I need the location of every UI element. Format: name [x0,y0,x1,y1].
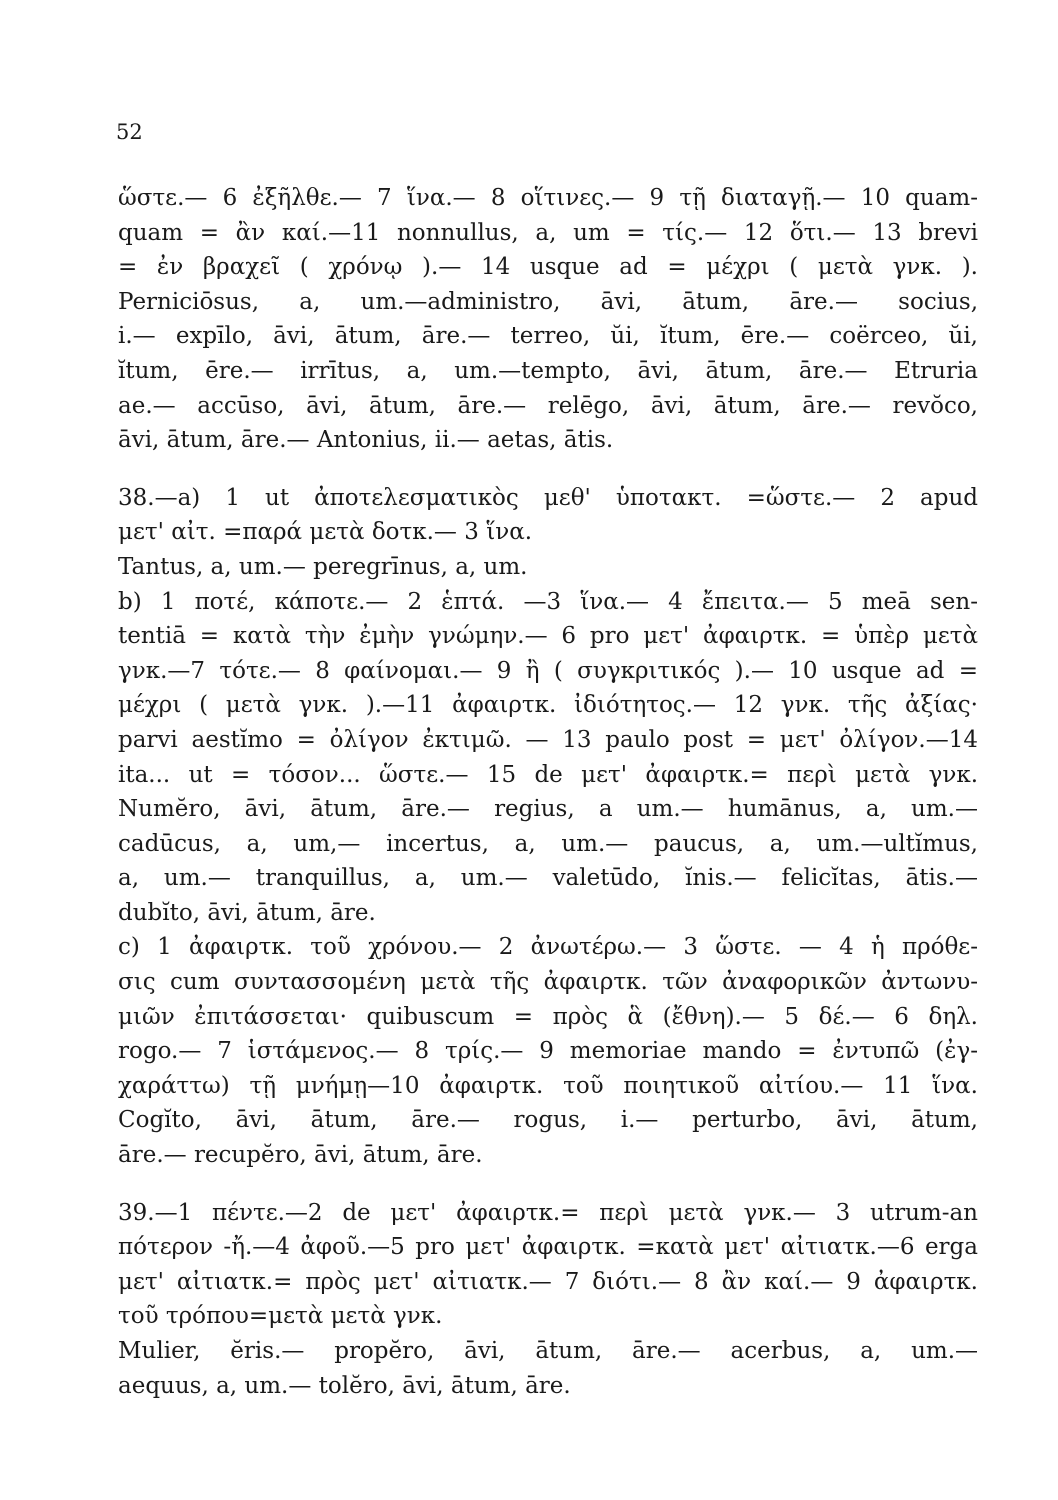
text-line: χαράττω) τῇ μνήμῃ—10 ἀφαιρτκ. τοῦ ποιητικοῦ αἰτίου.— 11 ἵνα. [118,1072,978,1099]
text-line: rogo.— 7 ἱστάμενος.— 8 τρίς.— 9 memoriae mando = ἐντυπῶ (ἐγ- [118,1038,978,1065]
text-line: i.— expīlo, āvi, ātum, āre.— terreo, ŭi, ĭtum, ēre.— coërceo, ŭi, [118,323,978,350]
text-line: μέχρι ( μετὰ γνκ. ).—11 ἀφαιρτκ. ἰδιότητος.— 12 γνκ. τῆς ἀξίας· [118,692,978,719]
text-line: ĭtum, ēre.— irrītus, a, um.—tempto, āvi, ātum, āre.— Etruria [118,357,978,384]
text-line: ae.— accūso, āvi, ātum, āre.— relēgo, āvi, ātum, āre.— revŏco, [118,392,978,419]
text-line: cadūcus, a, um,— incertus, a, um.— paucus, a, um.—ultĭmus, [118,830,978,857]
text-line: a, um.— tranquillus, a, um.— valetūdo, ĭnis.— felicĭtas, ātis.— [118,865,978,892]
text-line: aequus, a, um.— tolĕro, āvi, ātum, āre. [118,1372,571,1399]
text-line: μετ' αἰτιατκ.= πρὸς μετ' αἰτιατκ.— 7 διότι.— 8 ἂν καί.— 9 ἀφαιρτκ. [118,1268,978,1295]
text-line: = ἐν βραχεῖ ( χρόνῳ ).— 14 usque ad = μέχρι ( μετὰ γνκ. ). [118,254,978,281]
text-line: Cogĭto, āvi, ātum, āre.— rogus, i.— perturbo, āvi, ātum, [118,1107,978,1134]
text-line: tentiā = κατὰ τὴν ἐμὴν γνώμην.— 6 pro μετ' ἀφαιρτκ. = ὑπὲρ μετὰ [118,623,978,650]
page-number: 52 [116,120,143,144]
text-line: quam = ἂν καί.—11 nonnullus, a, um = τίς.— 12 ὅτι.— 13 brevi [118,219,978,246]
section-39-heading-line: 39.—1 πέντε.—2 de μετ' ἀφαιρτκ.= περὶ μετὰ γνκ.— 3 utrum-an [118,1199,978,1226]
page-body [118,181,978,1403]
text-line: c) 1 ἀφαιρτκ. τοῦ χρόνου.— 2 ἀνωτέρω.— 3 ὥστε. — 4 ἡ πρόθε- [118,934,978,961]
section-38-heading-line: 38.—a) 1 ut ἀποτελεσματικὸς μεθ' ὑποτακτ. =ὥστε.— 2 apud [118,484,978,511]
text-line: τοῦ τρόπου=μετὰ μετὰ γνκ. [118,1303,443,1330]
text-line: γνκ.—7 τότε.— 8 φαίνομαι.— 9 ἢ ( συγκριτικός ).— 10 usque ad = [118,657,978,684]
text-line: b) 1 ποτέ, κάποτε.— 2 ἑπτά. —3 ἵνα.— 4 ἔπειτα.— 5 meā sen- [118,588,978,615]
text-line: ὥστε.— 6 ἐξῆλθε.— 7 ἵνα.— 8 οἵτινες.— 9 τῇ διαταγῇ.— 10 quam- [118,185,978,211]
text-line: σις cum συντασσομένη μετὰ τῆς ἀφαιρτκ. τῶν ἀναφορικῶν ἀντωνυ- [118,969,978,996]
text-line: Numĕro, āvi, ātum, āre.— regius, a um.— humānus, a, um.— [118,796,978,823]
text-line: πότερον -ἤ.—4 ἀφοῦ.—5 pro μετ' ἀφαιρτκ. =κατὰ μετ' αἰτιατκ.—6 erga [118,1234,978,1261]
text-line: μετ' αἰτ. =παρά μετὰ δοτκ.— 3 ἵνα. [118,519,533,546]
text-line: parvi aestĭmo = ὀλίγον ἐκτιμῶ. — 13 paulo post = μετ' ὀλίγον.—14 [118,726,978,753]
text-line: Mulier, ĕris.— propĕro, āvi, ātum, āre.— acerbus, a, um.— [118,1338,978,1364]
text-line: āre.— recupĕro, āvi, ātum, āre. [118,1142,483,1169]
text-line: ita... ut = τόσον... ὥστε.— 15 de μετ' ἀφαιρτκ.= περὶ μετὰ γνκ. [118,761,978,788]
text-line: dubĭto, āvi, ātum, āre. [118,899,376,926]
text-line: Perniciōsus, a, um.—administro, āvi, ātum, āre.— socius, [118,288,978,315]
text-line: Tantus, a, um.— peregrīnus, a, um. [118,553,528,580]
text-line: āvi, ātum, āre.— Antonius, ii.— aetas, ātis. [118,427,614,454]
text-line: μιῶν ἐπιτάσσεται· quibuscum = πρὸς ἃ (ἔθνη).— 5 δέ.— 6 δηλ. [118,1003,978,1030]
